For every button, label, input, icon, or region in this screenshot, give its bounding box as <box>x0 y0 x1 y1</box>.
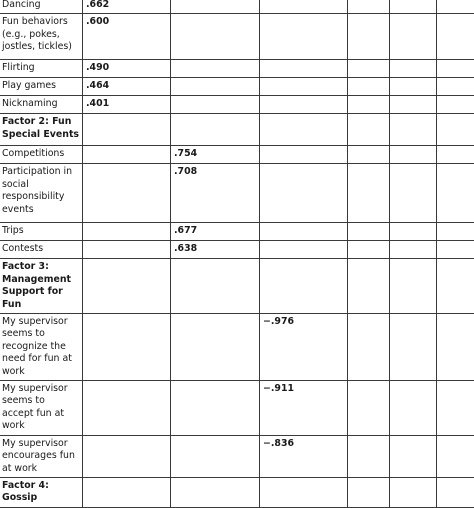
empty-cell <box>348 14 390 60</box>
item-label: Participation in social responsibility events <box>0 164 83 223</box>
empty-cell <box>437 477 474 507</box>
empty-cell <box>348 259 390 314</box>
empty-cell <box>390 114 437 146</box>
empty-cell <box>390 78 437 96</box>
table-row <box>0 381 474 436</box>
empty-cell <box>437 114 474 146</box>
table-row <box>0 78 474 96</box>
loading-value: .600 <box>83 14 171 60</box>
empty-cell <box>437 435 474 477</box>
empty-cell <box>260 60 348 78</box>
table-row <box>0 146 474 164</box>
empty-cell <box>437 164 474 223</box>
empty-cell <box>83 146 171 164</box>
empty-cell <box>390 314 437 381</box>
empty-cell <box>171 435 260 477</box>
loading-value: −.911 <box>260 381 348 436</box>
empty-cell <box>171 14 260 60</box>
empty-cell <box>390 0 437 14</box>
item-label: Play games <box>0 78 83 96</box>
empty-cell <box>390 381 437 436</box>
empty-cell <box>348 314 390 381</box>
factor-heading: Factor 4: Gossip <box>0 477 83 507</box>
empty-cell <box>83 241 171 259</box>
empty-cell <box>437 241 474 259</box>
empty-cell <box>171 114 260 146</box>
loading-value: .464 <box>83 78 171 96</box>
empty-cell <box>83 314 171 381</box>
item-label: Flirting <box>0 60 83 78</box>
empty-cell <box>260 96 348 114</box>
empty-cell <box>390 146 437 164</box>
table-row <box>0 14 474 60</box>
empty-cell <box>437 60 474 78</box>
loading-value: .638 <box>171 241 260 259</box>
empty-cell <box>437 0 474 14</box>
item-label: My supervisor encourages fun at work <box>0 435 83 477</box>
empty-cell <box>171 314 260 381</box>
empty-cell <box>348 381 390 436</box>
loading-value: .401 <box>83 96 171 114</box>
empty-cell <box>348 96 390 114</box>
table-row <box>0 164 474 223</box>
empty-cell <box>390 477 437 507</box>
empty-cell <box>437 146 474 164</box>
empty-cell <box>437 314 474 381</box>
empty-cell <box>260 114 348 146</box>
item-label: Dancing <box>0 0 83 14</box>
empty-cell <box>390 241 437 259</box>
loading-value: .677 <box>171 223 260 241</box>
empty-cell <box>260 164 348 223</box>
empty-cell <box>171 78 260 96</box>
loading-value: .754 <box>171 146 260 164</box>
item-label: Trips <box>0 223 83 241</box>
empty-cell <box>390 259 437 314</box>
loading-value: .490 <box>83 60 171 78</box>
loading-value: .662 <box>83 0 171 14</box>
empty-cell <box>171 60 260 78</box>
empty-cell <box>348 60 390 78</box>
empty-cell <box>171 477 260 507</box>
empty-cell <box>260 259 348 314</box>
factor-heading-row <box>0 259 474 314</box>
item-label: Nicknaming <box>0 96 83 114</box>
empty-cell <box>83 259 171 314</box>
empty-cell <box>348 114 390 146</box>
empty-cell <box>260 14 348 60</box>
empty-cell <box>83 381 171 436</box>
empty-cell <box>348 78 390 96</box>
empty-cell <box>171 96 260 114</box>
empty-cell <box>260 146 348 164</box>
factor-heading-row <box>0 114 474 146</box>
empty-cell <box>437 259 474 314</box>
table-row <box>0 435 474 477</box>
empty-cell <box>437 14 474 60</box>
empty-cell <box>171 259 260 314</box>
item-label: My supervisor seems to accept fun at work <box>0 381 83 436</box>
table-row <box>0 223 474 241</box>
empty-cell <box>390 14 437 60</box>
loading-value: −.836 <box>260 435 348 477</box>
empty-cell <box>348 164 390 223</box>
item-label: My supervisor seems to recognize the need for fun at work <box>0 314 83 381</box>
table-row <box>0 314 474 381</box>
table-row <box>0 96 474 114</box>
table-row <box>0 0 474 14</box>
item-label: Contests <box>0 241 83 259</box>
empty-cell <box>437 223 474 241</box>
empty-cell <box>260 78 348 96</box>
empty-cell <box>260 0 348 14</box>
item-label: Fun behaviors (e.g., pokes, jostles, tickles) <box>0 14 83 60</box>
empty-cell <box>437 78 474 96</box>
factor-heading-row <box>0 477 474 507</box>
item-label: Competitions <box>0 146 83 164</box>
table-row <box>0 241 474 259</box>
empty-cell <box>348 223 390 241</box>
empty-cell <box>437 381 474 436</box>
empty-cell <box>171 381 260 436</box>
empty-cell <box>83 223 171 241</box>
empty-cell <box>390 223 437 241</box>
empty-cell <box>348 146 390 164</box>
empty-cell <box>390 96 437 114</box>
empty-cell <box>348 0 390 14</box>
empty-cell <box>171 0 260 14</box>
empty-cell <box>83 435 171 477</box>
loading-value: .708 <box>171 164 260 223</box>
empty-cell <box>83 114 171 146</box>
empty-cell <box>390 164 437 223</box>
table-row <box>0 60 474 78</box>
factor-heading: Factor 2: Fun Special Events <box>0 114 83 146</box>
empty-cell <box>437 96 474 114</box>
empty-cell <box>260 477 348 507</box>
empty-cell <box>348 435 390 477</box>
empty-cell <box>390 60 437 78</box>
empty-cell <box>390 435 437 477</box>
loading-value: −.976 <box>260 314 348 381</box>
empty-cell <box>348 241 390 259</box>
empty-cell <box>260 223 348 241</box>
empty-cell <box>83 477 171 507</box>
empty-cell <box>83 164 171 223</box>
empty-cell <box>348 477 390 507</box>
empty-cell <box>260 241 348 259</box>
factor-heading: Factor 3: Management Support for Fun <box>0 259 83 314</box>
